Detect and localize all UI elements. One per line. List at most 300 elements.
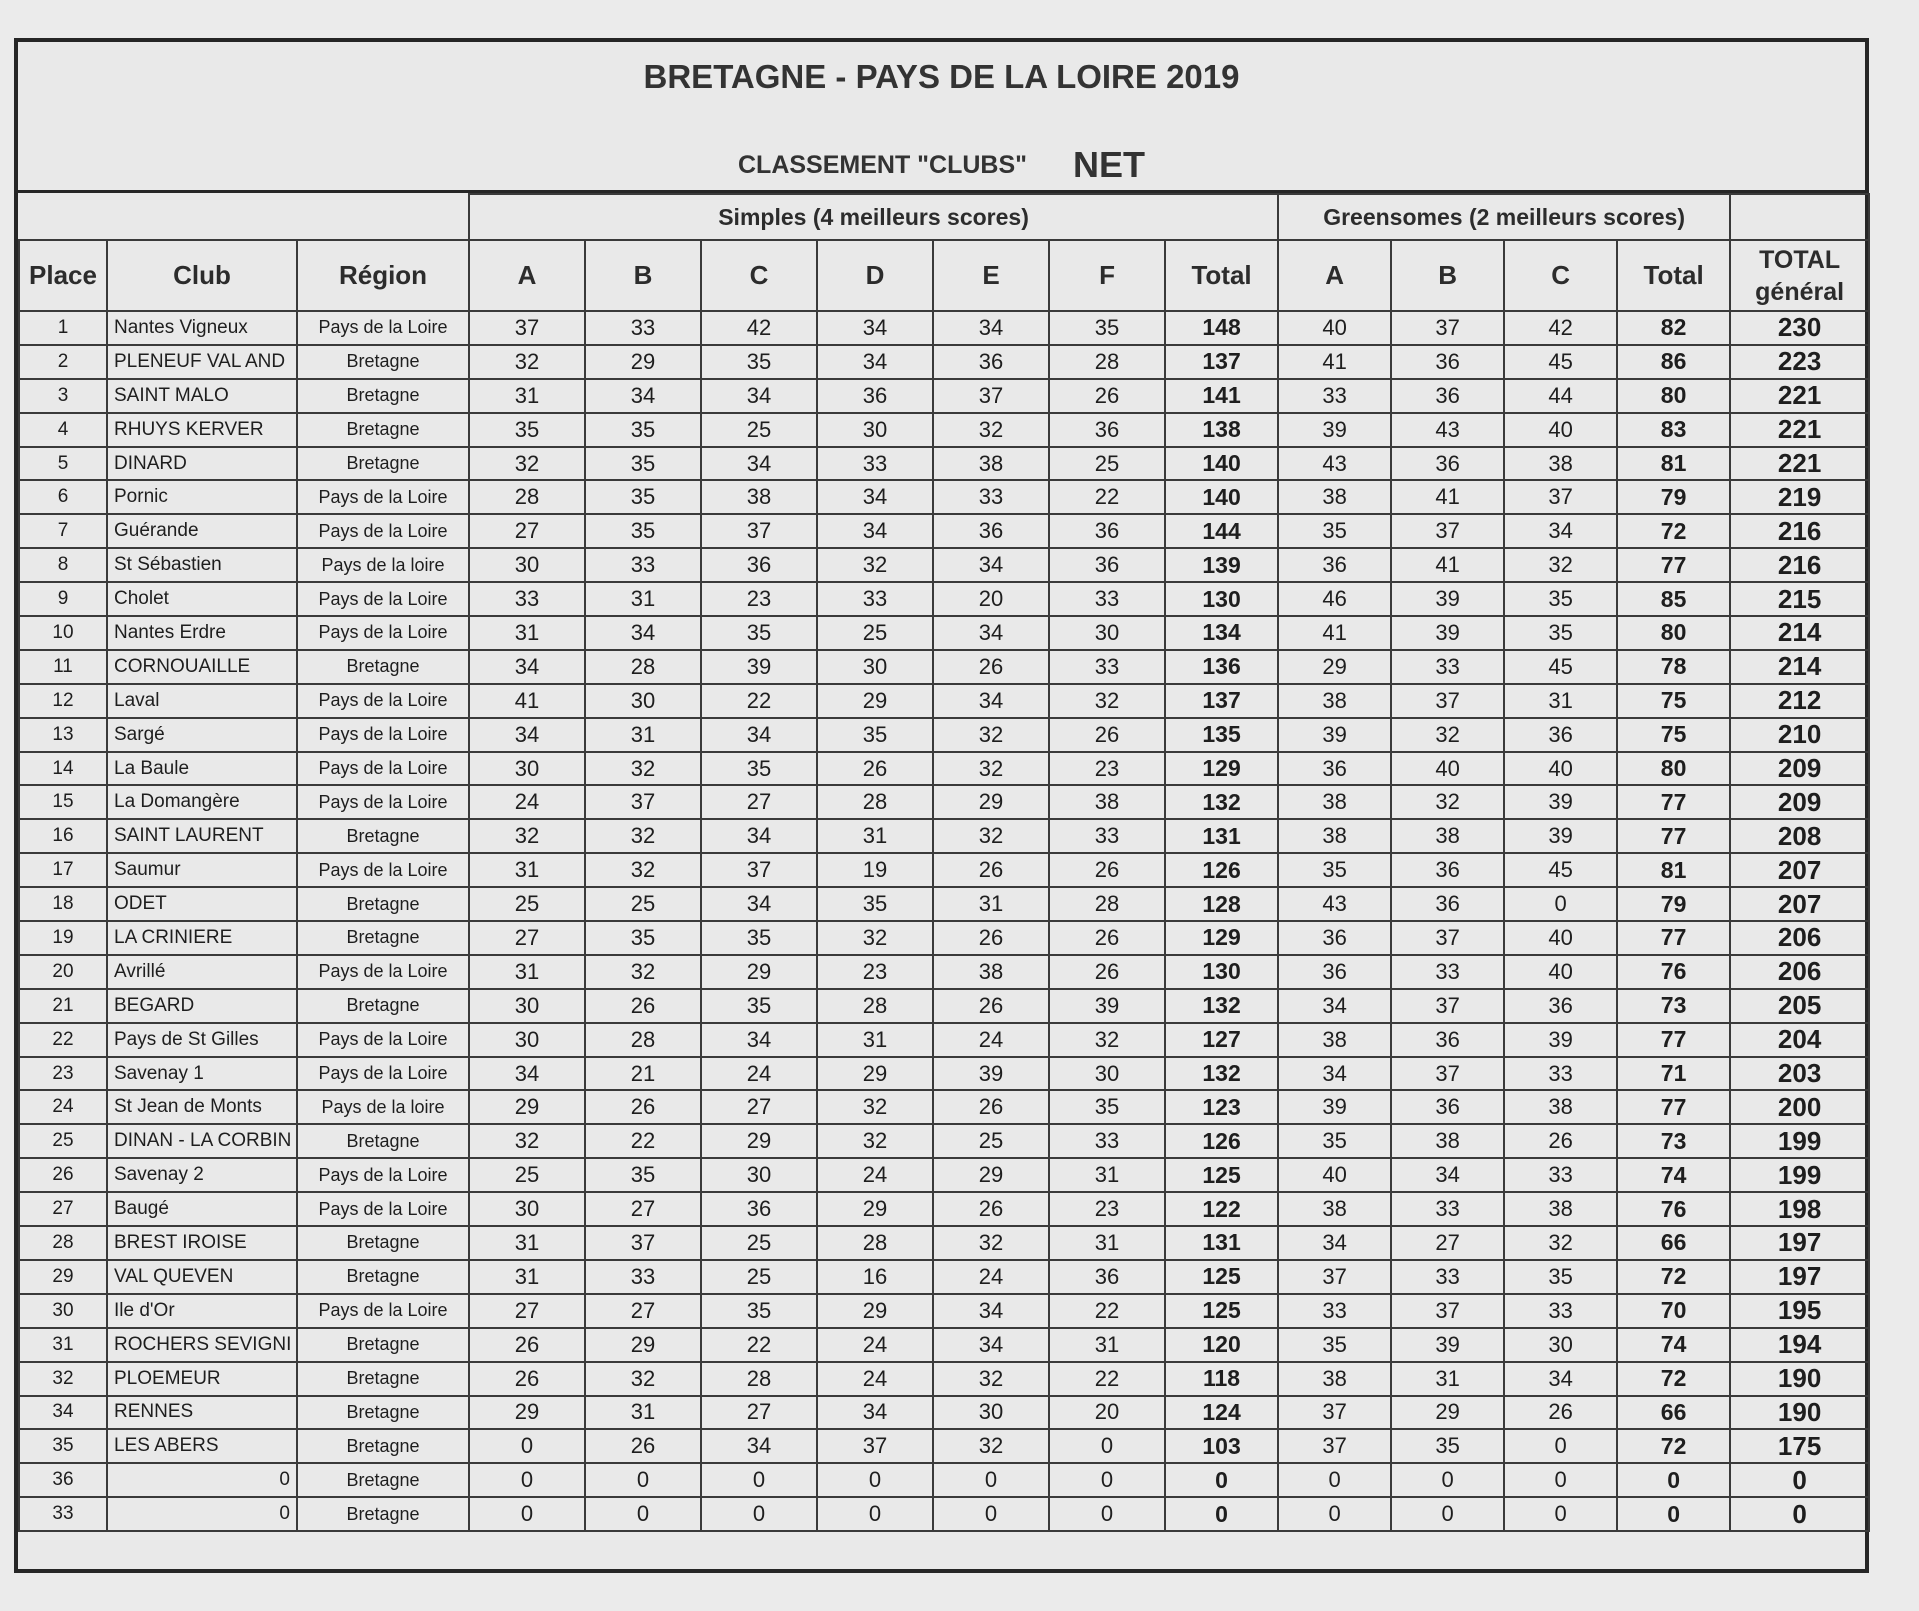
cell-simples-d: 32 bbox=[817, 1124, 933, 1158]
cell-simples-total: 130 bbox=[1165, 582, 1278, 616]
table-row bbox=[19, 514, 1869, 548]
cell-greensomes-total: 80 bbox=[1617, 616, 1730, 650]
cell-simples-e: 33 bbox=[933, 480, 1049, 514]
column-header: F bbox=[1049, 240, 1165, 311]
cell-simples-b: 27 bbox=[585, 1192, 701, 1226]
cell-simples-d: 32 bbox=[817, 1090, 933, 1124]
group-header-blank bbox=[19, 194, 469, 240]
cell-greensomes-a: 38 bbox=[1278, 480, 1391, 514]
cell-total-general: 199 bbox=[1730, 1158, 1869, 1192]
cell-simples-c: 39 bbox=[701, 650, 817, 684]
table-row bbox=[19, 413, 1869, 447]
cell-simples-a: 28 bbox=[469, 480, 585, 514]
cell-simples-d: 36 bbox=[817, 379, 933, 413]
column-header: C bbox=[701, 240, 817, 311]
cell-simples-d: 24 bbox=[817, 1328, 933, 1362]
cell-simples-c: 23 bbox=[701, 582, 817, 616]
cell-greensomes-c: 30 bbox=[1504, 1328, 1617, 1362]
cell-greensomes-a: 43 bbox=[1278, 887, 1391, 921]
cell-simples-e: 29 bbox=[933, 1158, 1049, 1192]
cell-simples-a: 30 bbox=[469, 1192, 585, 1226]
cell-simples-c: 0 bbox=[701, 1497, 817, 1531]
cell-greensomes-total: 72 bbox=[1617, 514, 1730, 548]
cell-place: 31 bbox=[19, 1328, 107, 1362]
cell-greensomes-c: 40 bbox=[1504, 752, 1617, 786]
cell-greensomes-b: 41 bbox=[1391, 548, 1504, 582]
cell-club: La Domangère bbox=[107, 785, 297, 819]
cell-simples-d: 26 bbox=[817, 752, 933, 786]
cell-region: Bretagne bbox=[297, 921, 469, 955]
cell-greensomes-c: 42 bbox=[1504, 311, 1617, 345]
cell-club: RHUYS KERVER bbox=[107, 413, 297, 447]
cell-club: Nantes Vigneux bbox=[107, 311, 297, 345]
cell-greensomes-total: 72 bbox=[1617, 1260, 1730, 1294]
cell-region: Bretagne bbox=[297, 887, 469, 921]
cell-simples-e: 26 bbox=[933, 1192, 1049, 1226]
cell-simples-c: 27 bbox=[701, 785, 817, 819]
cell-simples-a: 0 bbox=[469, 1463, 585, 1497]
cell-place: 6 bbox=[19, 480, 107, 514]
cell-region: Pays de la Loire bbox=[297, 853, 469, 887]
cell-simples-b: 31 bbox=[585, 582, 701, 616]
cell-simples-total: 131 bbox=[1165, 819, 1278, 853]
cell-simples-f: 35 bbox=[1049, 1090, 1165, 1124]
cell-simples-b: 33 bbox=[585, 311, 701, 345]
cell-simples-c: 37 bbox=[701, 514, 817, 548]
cell-greensomes-c: 38 bbox=[1504, 447, 1617, 481]
cell-club: Savenay 2 bbox=[107, 1158, 297, 1192]
cell-greensomes-c: 36 bbox=[1504, 718, 1617, 752]
cell-simples-c: 35 bbox=[701, 1294, 817, 1328]
table-row bbox=[19, 1328, 1869, 1362]
cell-total-general: 208 bbox=[1730, 819, 1869, 853]
group-header-simples: Simples (4 meilleurs scores) bbox=[469, 194, 1278, 240]
cell-simples-a: 27 bbox=[469, 1294, 585, 1328]
cell-simples-b: 32 bbox=[585, 752, 701, 786]
column-header: Total bbox=[1617, 240, 1730, 311]
ranking-sheet bbox=[14, 38, 1869, 1573]
cell-greensomes-a: 39 bbox=[1278, 718, 1391, 752]
cell-simples-d: 23 bbox=[817, 955, 933, 989]
cell-simples-b: 28 bbox=[585, 1023, 701, 1057]
cell-simples-b: 29 bbox=[585, 1328, 701, 1362]
cell-total-general: 206 bbox=[1730, 955, 1869, 989]
cell-simples-e: 26 bbox=[933, 921, 1049, 955]
cell-total-general: 205 bbox=[1730, 989, 1869, 1023]
cell-region: Pays de la Loire bbox=[297, 1158, 469, 1192]
cell-simples-f: 36 bbox=[1049, 514, 1165, 548]
column-header: E bbox=[933, 240, 1049, 311]
cell-greensomes-total: 74 bbox=[1617, 1328, 1730, 1362]
cell-simples-c: 38 bbox=[701, 480, 817, 514]
cell-region: Bretagne bbox=[297, 1124, 469, 1158]
cell-simples-total: 141 bbox=[1165, 379, 1278, 413]
cell-place: 23 bbox=[19, 1057, 107, 1091]
cell-simples-a: 0 bbox=[469, 1429, 585, 1463]
cell-simples-a: 31 bbox=[469, 853, 585, 887]
cell-simples-e: 24 bbox=[933, 1023, 1049, 1057]
cell-total-general: 207 bbox=[1730, 887, 1869, 921]
column-header: C bbox=[1504, 240, 1617, 311]
cell-club: Ile d'Or bbox=[107, 1294, 297, 1328]
cell-total-general: 195 bbox=[1730, 1294, 1869, 1328]
cell-simples-a: 0 bbox=[469, 1497, 585, 1531]
cell-total-general: 194 bbox=[1730, 1328, 1869, 1362]
cell-greensomes-total: 77 bbox=[1617, 785, 1730, 819]
cell-simples-d: 29 bbox=[817, 1294, 933, 1328]
cell-simples-f: 31 bbox=[1049, 1328, 1165, 1362]
cell-simples-f: 31 bbox=[1049, 1226, 1165, 1260]
cell-greensomes-a: 38 bbox=[1278, 785, 1391, 819]
cell-club: PLENEUF VAL AND bbox=[107, 345, 297, 379]
cell-simples-b: 28 bbox=[585, 650, 701, 684]
cell-region: Bretagne bbox=[297, 379, 469, 413]
cell-simples-b: 31 bbox=[585, 1396, 701, 1430]
cell-greensomes-b: 37 bbox=[1391, 684, 1504, 718]
group-header-total-blank bbox=[1730, 194, 1869, 240]
cell-simples-e: 36 bbox=[933, 345, 1049, 379]
cell-place: 21 bbox=[19, 989, 107, 1023]
cell-simples-f: 23 bbox=[1049, 1192, 1165, 1226]
cell-greensomes-b: 0 bbox=[1391, 1463, 1504, 1497]
column-header: B bbox=[585, 240, 701, 311]
cell-simples-b: 35 bbox=[585, 1158, 701, 1192]
cell-place: 15 bbox=[19, 785, 107, 819]
cell-place: 5 bbox=[19, 447, 107, 481]
cell-simples-f: 33 bbox=[1049, 819, 1165, 853]
cell-simples-a: 32 bbox=[469, 345, 585, 379]
cell-greensomes-total: 72 bbox=[1617, 1362, 1730, 1396]
cell-simples-a: 30 bbox=[469, 752, 585, 786]
cell-greensomes-b: 36 bbox=[1391, 379, 1504, 413]
cell-simples-b: 37 bbox=[585, 1226, 701, 1260]
table-row bbox=[19, 853, 1869, 887]
cell-total-general: 0 bbox=[1730, 1497, 1869, 1531]
cell-greensomes-b: 37 bbox=[1391, 989, 1504, 1023]
cell-simples-f: 26 bbox=[1049, 379, 1165, 413]
cell-simples-d: 35 bbox=[817, 887, 933, 921]
column-header: A bbox=[469, 240, 585, 311]
cell-simples-d: 28 bbox=[817, 1226, 933, 1260]
cell-place: 16 bbox=[19, 819, 107, 853]
cell-total-general: 200 bbox=[1730, 1090, 1869, 1124]
cell-total-general: 221 bbox=[1730, 379, 1869, 413]
cell-greensomes-c: 0 bbox=[1504, 1463, 1617, 1497]
cell-simples-d: 37 bbox=[817, 1429, 933, 1463]
cell-total-general: 215 bbox=[1730, 582, 1869, 616]
cell-simples-b: 30 bbox=[585, 684, 701, 718]
cell-simples-f: 33 bbox=[1049, 1124, 1165, 1158]
cell-place: 18 bbox=[19, 887, 107, 921]
table-row bbox=[19, 955, 1869, 989]
cell-greensomes-c: 36 bbox=[1504, 989, 1617, 1023]
cell-simples-total: 148 bbox=[1165, 311, 1278, 345]
cell-region: Bretagne bbox=[297, 1362, 469, 1396]
cell-greensomes-a: 35 bbox=[1278, 853, 1391, 887]
cell-greensomes-b: 32 bbox=[1391, 718, 1504, 752]
table-row bbox=[19, 1057, 1869, 1091]
cell-greensomes-c: 26 bbox=[1504, 1396, 1617, 1430]
cell-region: Pays de la Loire bbox=[297, 684, 469, 718]
cell-greensomes-total: 74 bbox=[1617, 1158, 1730, 1192]
table-row bbox=[19, 1158, 1869, 1192]
cell-simples-f: 32 bbox=[1049, 1023, 1165, 1057]
table-row bbox=[19, 1294, 1869, 1328]
cell-club: SAINT LAURENT bbox=[107, 819, 297, 853]
cell-simples-e: 38 bbox=[933, 447, 1049, 481]
cell-greensomes-c: 33 bbox=[1504, 1057, 1617, 1091]
cell-greensomes-a: 39 bbox=[1278, 1090, 1391, 1124]
table-row bbox=[19, 1260, 1869, 1294]
cell-greensomes-a: 37 bbox=[1278, 1260, 1391, 1294]
cell-greensomes-a: 35 bbox=[1278, 514, 1391, 548]
cell-greensomes-b: 27 bbox=[1391, 1226, 1504, 1260]
ranking-table bbox=[18, 193, 1870, 1532]
cell-greensomes-c: 0 bbox=[1504, 887, 1617, 921]
cell-simples-f: 20 bbox=[1049, 1396, 1165, 1430]
cell-simples-a: 30 bbox=[469, 989, 585, 1023]
cell-simples-b: 35 bbox=[585, 921, 701, 955]
cell-place: 24 bbox=[19, 1090, 107, 1124]
cell-simples-b: 0 bbox=[585, 1497, 701, 1531]
table-row bbox=[19, 345, 1869, 379]
cell-simples-d: 16 bbox=[817, 1260, 933, 1294]
cell-greensomes-c: 32 bbox=[1504, 1226, 1617, 1260]
cell-total-general: 204 bbox=[1730, 1023, 1869, 1057]
cell-simples-f: 26 bbox=[1049, 853, 1165, 887]
cell-greensomes-c: 45 bbox=[1504, 650, 1617, 684]
cell-simples-total: 127 bbox=[1165, 1023, 1278, 1057]
cell-greensomes-c: 37 bbox=[1504, 480, 1617, 514]
cell-greensomes-b: 35 bbox=[1391, 1429, 1504, 1463]
cell-total-general: 197 bbox=[1730, 1260, 1869, 1294]
cell-greensomes-b: 33 bbox=[1391, 1260, 1504, 1294]
cell-simples-b: 37 bbox=[585, 785, 701, 819]
cell-region: Bretagne bbox=[297, 447, 469, 481]
cell-simples-f: 35 bbox=[1049, 311, 1165, 345]
cell-simples-e: 20 bbox=[933, 582, 1049, 616]
column-header: A bbox=[1278, 240, 1391, 311]
cell-place: 22 bbox=[19, 1023, 107, 1057]
cell-region: Bretagne bbox=[297, 1328, 469, 1362]
cell-simples-f: 26 bbox=[1049, 718, 1165, 752]
cell-greensomes-c: 26 bbox=[1504, 1124, 1617, 1158]
cell-greensomes-c: 32 bbox=[1504, 548, 1617, 582]
cell-simples-a: 27 bbox=[469, 514, 585, 548]
cell-region: Pays de la loire bbox=[297, 1090, 469, 1124]
cell-simples-total: 139 bbox=[1165, 548, 1278, 582]
cell-club: Sargé bbox=[107, 718, 297, 752]
cell-club: Pays de St Gilles bbox=[107, 1023, 297, 1057]
cell-simples-e: 25 bbox=[933, 1124, 1049, 1158]
cell-place: 10 bbox=[19, 616, 107, 650]
cell-greensomes-b: 37 bbox=[1391, 1057, 1504, 1091]
cell-greensomes-total: 73 bbox=[1617, 989, 1730, 1023]
cell-simples-total: 129 bbox=[1165, 752, 1278, 786]
cell-simples-b: 32 bbox=[585, 955, 701, 989]
cell-place: 28 bbox=[19, 1226, 107, 1260]
group-header-row bbox=[19, 194, 1869, 240]
cell-total-general: 214 bbox=[1730, 616, 1869, 650]
cell-simples-a: 35 bbox=[469, 413, 585, 447]
cell-simples-b: 22 bbox=[585, 1124, 701, 1158]
table-row bbox=[19, 548, 1869, 582]
cell-simples-c: 24 bbox=[701, 1057, 817, 1091]
cell-simples-a: 30 bbox=[469, 548, 585, 582]
cell-simples-d: 24 bbox=[817, 1362, 933, 1396]
cell-simples-f: 30 bbox=[1049, 616, 1165, 650]
cell-place: 1 bbox=[19, 311, 107, 345]
cell-greensomes-total: 77 bbox=[1617, 1023, 1730, 1057]
ranking-rows bbox=[19, 311, 1869, 1531]
cell-club: ROCHERS SEVIGNI bbox=[107, 1328, 297, 1362]
cell-simples-e: 32 bbox=[933, 718, 1049, 752]
cell-greensomes-total: 81 bbox=[1617, 447, 1730, 481]
cell-greensomes-total: 66 bbox=[1617, 1396, 1730, 1430]
cell-region: Pays de la Loire bbox=[297, 311, 469, 345]
cell-greensomes-c: 40 bbox=[1504, 921, 1617, 955]
cell-simples-b: 34 bbox=[585, 379, 701, 413]
cell-total-general: 203 bbox=[1730, 1057, 1869, 1091]
table-row bbox=[19, 582, 1869, 616]
cell-greensomes-b: 37 bbox=[1391, 311, 1504, 345]
cell-total-general: 216 bbox=[1730, 548, 1869, 582]
cell-simples-b: 26 bbox=[585, 1429, 701, 1463]
cell-simples-total: 132 bbox=[1165, 1057, 1278, 1091]
cell-simples-total: 137 bbox=[1165, 684, 1278, 718]
cell-region: Pays de la Loire bbox=[297, 718, 469, 752]
cell-greensomes-b: 36 bbox=[1391, 853, 1504, 887]
cell-region: Pays de la Loire bbox=[297, 1192, 469, 1226]
cell-region: Bretagne bbox=[297, 413, 469, 447]
cell-simples-c: 22 bbox=[701, 1328, 817, 1362]
cell-simples-a: 26 bbox=[469, 1362, 585, 1396]
cell-greensomes-c: 38 bbox=[1504, 1090, 1617, 1124]
cell-simples-f: 0 bbox=[1049, 1497, 1165, 1531]
cell-simples-total: 126 bbox=[1165, 1124, 1278, 1158]
cell-greensomes-b: 29 bbox=[1391, 1396, 1504, 1430]
cell-simples-f: 26 bbox=[1049, 921, 1165, 955]
cell-region: Bretagne bbox=[297, 1226, 469, 1260]
cell-simples-c: 25 bbox=[701, 413, 817, 447]
cell-total-general: 190 bbox=[1730, 1396, 1869, 1430]
cell-club: DINAN - LA CORBIN bbox=[107, 1124, 297, 1158]
cell-simples-c: 37 bbox=[701, 853, 817, 887]
cell-simples-f: 36 bbox=[1049, 1260, 1165, 1294]
cell-simples-c: 35 bbox=[701, 989, 817, 1023]
table-row bbox=[19, 379, 1869, 413]
group-header-greensomes: Greensomes (2 meilleurs scores) bbox=[1278, 194, 1730, 240]
cell-region: Pays de la Loire bbox=[297, 616, 469, 650]
cell-greensomes-c: 31 bbox=[1504, 684, 1617, 718]
cell-club: St Jean de Monts bbox=[107, 1090, 297, 1124]
cell-simples-total: 140 bbox=[1165, 447, 1278, 481]
cell-greensomes-a: 36 bbox=[1278, 548, 1391, 582]
cell-simples-a: 31 bbox=[469, 616, 585, 650]
cell-greensomes-b: 36 bbox=[1391, 887, 1504, 921]
cell-club: ODET bbox=[107, 887, 297, 921]
table-row bbox=[19, 1090, 1869, 1124]
cell-greensomes-a: 37 bbox=[1278, 1396, 1391, 1430]
cell-simples-f: 22 bbox=[1049, 480, 1165, 514]
cell-total-general: 230 bbox=[1730, 311, 1869, 345]
cell-greensomes-total: 77 bbox=[1617, 819, 1730, 853]
subtitle-net-tag: NET bbox=[1073, 144, 1145, 185]
cell-simples-f: 25 bbox=[1049, 447, 1165, 481]
subtitle-text: CLASSEMENT "CLUBS" bbox=[738, 151, 1027, 179]
cell-greensomes-total: 71 bbox=[1617, 1057, 1730, 1091]
column-header: Club bbox=[107, 240, 297, 311]
cell-simples-f: 28 bbox=[1049, 345, 1165, 379]
cell-greensomes-total: 73 bbox=[1617, 1124, 1730, 1158]
cell-total-general: 199 bbox=[1730, 1124, 1869, 1158]
cell-place: 17 bbox=[19, 853, 107, 887]
column-header: Total bbox=[1165, 240, 1278, 311]
cell-club: Pornic bbox=[107, 480, 297, 514]
cell-simples-e: 39 bbox=[933, 1057, 1049, 1091]
cell-simples-e: 34 bbox=[933, 311, 1049, 345]
cell-simples-total: 125 bbox=[1165, 1260, 1278, 1294]
column-header-total-general: TOTAL général bbox=[1730, 240, 1869, 311]
cell-greensomes-a: 36 bbox=[1278, 955, 1391, 989]
cell-greensomes-a: 33 bbox=[1278, 379, 1391, 413]
cell-simples-c: 34 bbox=[701, 718, 817, 752]
cell-region: Pays de la Loire bbox=[297, 582, 469, 616]
cell-simples-e: 32 bbox=[933, 1362, 1049, 1396]
cell-greensomes-b: 38 bbox=[1391, 819, 1504, 853]
cell-simples-b: 35 bbox=[585, 514, 701, 548]
cell-region: Pays de la Loire bbox=[297, 785, 469, 819]
table-row bbox=[19, 311, 1869, 345]
cell-greensomes-total: 72 bbox=[1617, 1429, 1730, 1463]
cell-club: BREST IROISE bbox=[107, 1226, 297, 1260]
table-row bbox=[19, 921, 1869, 955]
cell-region: Bretagne bbox=[297, 989, 469, 1023]
cell-simples-total: 0 bbox=[1165, 1497, 1278, 1531]
cell-greensomes-total: 86 bbox=[1617, 345, 1730, 379]
cell-simples-e: 37 bbox=[933, 379, 1049, 413]
cell-simples-d: 34 bbox=[817, 1396, 933, 1430]
table-row bbox=[19, 480, 1869, 514]
cell-simples-d: 34 bbox=[817, 311, 933, 345]
cell-simples-b: 33 bbox=[585, 548, 701, 582]
cell-club: Nantes Erdre bbox=[107, 616, 297, 650]
cell-club: Laval bbox=[107, 684, 297, 718]
cell-simples-e: 29 bbox=[933, 785, 1049, 819]
table-row bbox=[19, 1226, 1869, 1260]
cell-simples-e: 32 bbox=[933, 413, 1049, 447]
cell-place: 9 bbox=[19, 582, 107, 616]
cell-total-general: 221 bbox=[1730, 447, 1869, 481]
cell-simples-f: 39 bbox=[1049, 989, 1165, 1023]
cell-greensomes-b: 39 bbox=[1391, 616, 1504, 650]
cell-simples-total: 132 bbox=[1165, 989, 1278, 1023]
cell-simples-e: 26 bbox=[933, 1090, 1049, 1124]
cell-club: Avrillé bbox=[107, 955, 297, 989]
cell-place: 35 bbox=[19, 1429, 107, 1463]
cell-greensomes-c: 40 bbox=[1504, 955, 1617, 989]
cell-greensomes-b: 36 bbox=[1391, 345, 1504, 379]
cell-club: Saumur bbox=[107, 853, 297, 887]
cell-simples-e: 32 bbox=[933, 1226, 1049, 1260]
cell-total-general: 190 bbox=[1730, 1362, 1869, 1396]
cell-place: 12 bbox=[19, 684, 107, 718]
cell-simples-total: 126 bbox=[1165, 853, 1278, 887]
cell-club: 0 bbox=[107, 1497, 297, 1531]
cell-greensomes-c: 35 bbox=[1504, 616, 1617, 650]
cell-total-general: 212 bbox=[1730, 684, 1869, 718]
cell-simples-d: 30 bbox=[817, 413, 933, 447]
